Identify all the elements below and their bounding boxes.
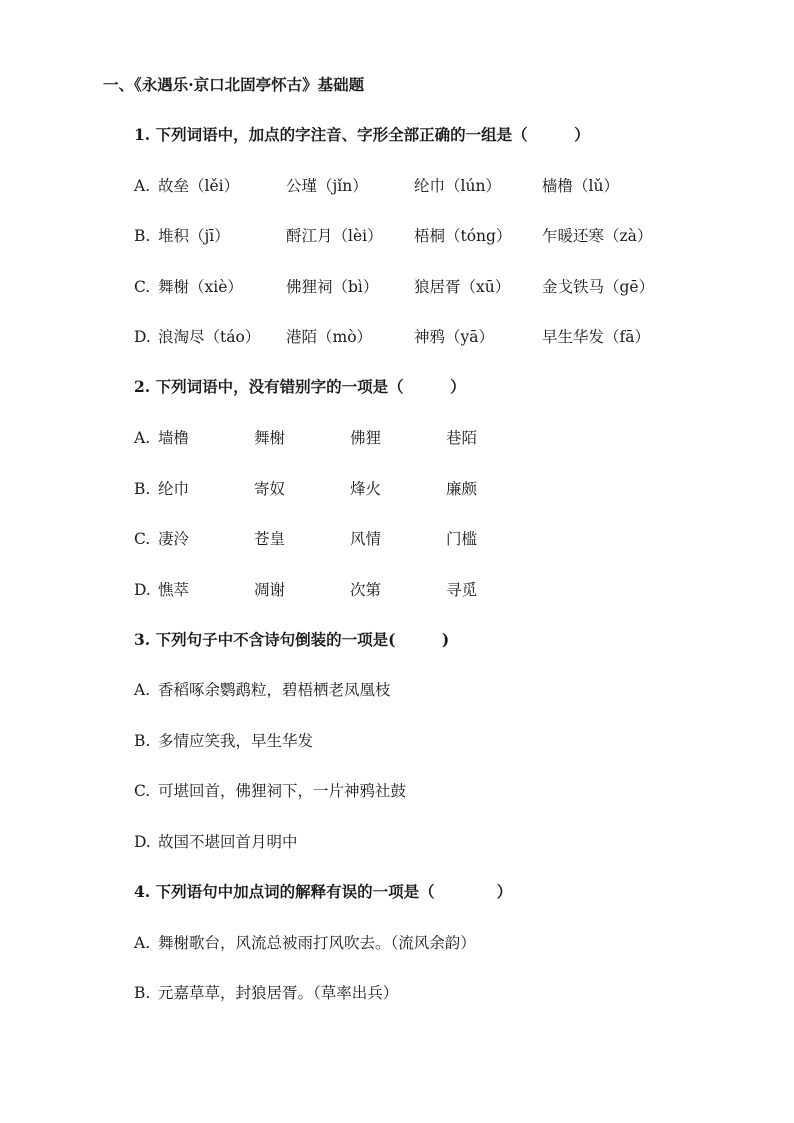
option-item: 苍皇 <box>254 530 286 548</box>
option-item: 堆积（jī） <box>158 227 230 245</box>
option-text: 元嘉草草，封狼居胥。（草率出兵） <box>158 984 399 1002</box>
option-item: 寄奴 <box>254 480 286 498</box>
option-item: 神鸦（yā） <box>414 328 494 346</box>
option-item: 佛狸祠（bì） <box>286 278 379 296</box>
option-item: 寻觅 <box>446 581 478 599</box>
option-text: 舞榭歌台，风流总被雨打风吹去。（流风余韵） <box>158 934 476 952</box>
option-item: 凋谢 <box>254 581 286 599</box>
option-letter: C. <box>134 530 151 548</box>
option-item: 金戈铁马（gē） <box>542 278 655 296</box>
option-item: 凄泠 <box>158 530 190 548</box>
option-letter: A. <box>134 681 151 699</box>
option-letter: D. <box>134 833 151 851</box>
option-letter: A. <box>134 177 151 195</box>
option-item: 佛狸 <box>350 429 382 447</box>
question-3-stem: 3. 下列句子中不含诗句倒装的一项是( ) <box>134 630 450 649</box>
option-letter: A. <box>134 934 151 952</box>
option-item: 风情 <box>350 530 382 548</box>
option-item: 梧桐（tóng） <box>414 227 512 245</box>
question-2-stem: 2. 下列词语中，没有错别字的一项是（ ） <box>134 377 466 396</box>
option-text: 多情应笑我，早生华发 <box>158 732 314 750</box>
option-item: 早生华发（fā） <box>542 328 650 346</box>
option-letter: B. <box>134 984 151 1002</box>
option-letter: B. <box>134 227 151 245</box>
option-item: 巷陌 <box>446 429 478 447</box>
option-letter: D. <box>134 328 151 346</box>
option-item: 烽火 <box>350 480 382 498</box>
option-item: 廉颇 <box>446 480 478 498</box>
option-letter: C. <box>134 278 151 296</box>
option-letter: C. <box>134 782 151 800</box>
option-item: 墙橹 <box>158 429 190 447</box>
option-item: 樯橹（lǔ） <box>542 177 619 195</box>
section-title: 一、《永遇乐·京口北固亭怀古》基础题 <box>103 75 365 94</box>
option-text: 可堪回首，佛狸祠下，一片神鸦社鼓 <box>158 782 407 800</box>
option-text: 故国不堪回首月明中 <box>158 833 298 851</box>
question-1-stem: 1. 下列词语中，加点的字注音、字形全部正确的一组是（ ） <box>134 125 590 144</box>
option-item: 故垒（lěi） <box>158 177 240 195</box>
option-item: 纶巾（lún） <box>414 177 501 195</box>
option-item: 纶巾 <box>158 480 190 498</box>
option-letter: B. <box>134 732 151 750</box>
option-item: 憔萃 <box>158 581 190 599</box>
option-letter: A. <box>134 429 151 447</box>
question-4-stem: 4. 下列语句中加点词的解释有误的一项是（ ） <box>134 882 513 901</box>
option-letter: D. <box>134 581 151 599</box>
option-item: 港陌（mò） <box>286 328 373 346</box>
option-item: 舞榭 <box>254 429 286 447</box>
option-item: 门槛 <box>446 530 478 548</box>
option-item: 酹江月（lèi） <box>286 227 383 245</box>
option-item: 浪淘尽（táo） <box>158 328 261 346</box>
option-item: 狼居胥（xū） <box>414 278 511 296</box>
option-item: 公瑾（jǐn） <box>286 177 368 195</box>
option-letter: B. <box>134 480 151 498</box>
option-item: 次第 <box>350 581 382 599</box>
option-item: 舞榭（xiè） <box>158 278 243 296</box>
option-item: 乍暖还寒（zà） <box>542 227 653 245</box>
option-text: 香稻啄余鹦鹉粒，碧梧栖老凤凰枝 <box>158 681 391 699</box>
